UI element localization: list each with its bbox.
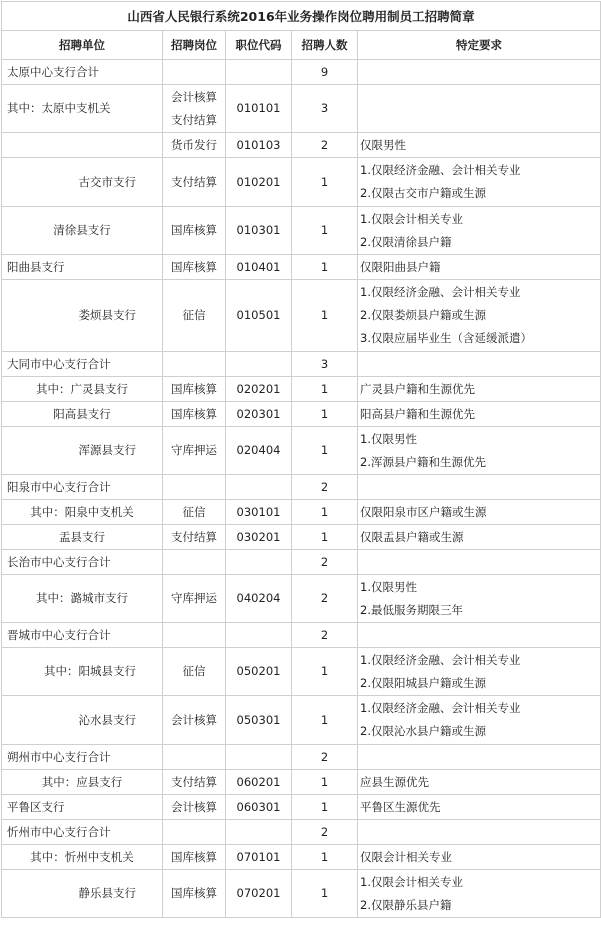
cell-unit: 娄烦县支行: [2, 280, 163, 352]
cell-unit: 阳曲县支行: [2, 255, 163, 280]
cell-code: 070201: [226, 870, 292, 918]
cell-count: 1: [292, 255, 358, 280]
requirement-line: 1.仅限经济金融、会计相关专业: [360, 163, 521, 177]
cell-count: 1: [292, 158, 358, 207]
post-line: 征信: [182, 664, 206, 678]
header-code: 职位代码: [226, 31, 292, 60]
cell-unit: 静乐县支行: [2, 870, 163, 918]
cell-count: 2: [292, 623, 358, 648]
cell-unit: 平鲁区支行: [2, 795, 163, 820]
cell-post: [163, 475, 226, 500]
cell-code: 010201: [226, 158, 292, 207]
cell-code: 030101: [226, 500, 292, 525]
requirement-line: 仅限盂县户籍或生源: [360, 529, 464, 544]
cell-count: 3: [292, 352, 358, 377]
cell-unit: 其中：太原中支机关: [2, 85, 163, 133]
table-row: [2, 207, 601, 255]
cell-post: [163, 845, 226, 870]
requirement-line: 2.最低服务期限三年: [360, 602, 463, 617]
cell-code: 030201: [226, 525, 292, 550]
table-row: [2, 352, 601, 377]
cell-requirements: [358, 207, 601, 255]
post-line: 守库押运: [171, 443, 217, 457]
table-row: [2, 820, 601, 845]
cell-unit: 古交市支行: [2, 158, 163, 207]
table-row: [2, 770, 601, 795]
cell-post: [163, 575, 226, 623]
cell-unit: 其中：阳泉中支机关: [2, 500, 163, 525]
cell-requirements: [358, 795, 601, 820]
cell-code: [226, 820, 292, 845]
table-row: [2, 280, 601, 352]
cell-post: [163, 85, 226, 133]
cell-requirements: [358, 427, 601, 475]
post-line: 国库核算: [171, 406, 217, 421]
requirement-line: 应县生源优先: [360, 774, 429, 789]
cell-unit: 其中：阳城县支行: [2, 648, 163, 696]
cell-post: [163, 280, 226, 352]
cell-post: [163, 550, 226, 575]
cell-code: 010401: [226, 255, 292, 280]
requirement-line: 2.仅限沁水县户籍或生源: [360, 724, 486, 738]
cell-requirements: [358, 870, 601, 918]
cell-code: 010103: [226, 133, 292, 158]
cell-requirements: [358, 820, 601, 845]
requirement-line: 1.仅限男性: [360, 431, 417, 446]
cell-code: [226, 745, 292, 770]
cell-requirements: [358, 745, 601, 770]
header-row: [2, 31, 601, 60]
requirement-line: 仅限阳泉市区户籍或生源: [360, 504, 487, 519]
cell-code: 020301: [226, 402, 292, 427]
cell-code: 040204: [226, 575, 292, 623]
cell-count: 1: [292, 845, 358, 870]
header-post: 招聘岗位: [163, 31, 226, 60]
cell-requirements: [358, 525, 601, 550]
cell-code: [226, 623, 292, 648]
recruitment-table-container: [1, 1, 600, 918]
requirement-line: 广灵县户籍和生源优先: [360, 381, 475, 396]
cell-post: [163, 745, 226, 770]
cell-requirements: [358, 550, 601, 575]
table-row: [2, 158, 601, 207]
cell-count: 2: [292, 820, 358, 845]
post-line: 会计核算: [171, 89, 217, 104]
cell-post: [163, 623, 226, 648]
requirement-line: 1.仅限会计相关专业: [360, 874, 463, 889]
cell-unit: 清徐县支行: [2, 207, 163, 255]
cell-count: 2: [292, 575, 358, 623]
cell-unit: 沁水县支行: [2, 696, 163, 745]
cell-post: [163, 525, 226, 550]
post-line: 支付结算: [171, 112, 217, 127]
cell-code: 050301: [226, 696, 292, 745]
cell-unit: 太原中心支行合计: [2, 60, 163, 85]
table-body: [2, 60, 601, 918]
cell-requirements: [358, 85, 601, 133]
table-row: [2, 402, 601, 427]
cell-code: 060201: [226, 770, 292, 795]
cell-code: 020201: [226, 377, 292, 402]
table-row: [2, 85, 601, 133]
cell-requirements: [358, 402, 601, 427]
post-line: 会计核算: [171, 712, 217, 727]
cell-count: 1: [292, 696, 358, 745]
cell-code: [226, 475, 292, 500]
post-line: 国库核算: [171, 886, 217, 900]
post-line: 支付结算: [171, 774, 217, 789]
cell-unit: 其中：忻州中支机关: [2, 845, 163, 870]
requirement-line: 1.仅限会计相关专业: [360, 211, 463, 226]
cell-code: 010101: [226, 85, 292, 133]
cell-unit: 晋城市中心支行合计: [2, 623, 163, 648]
requirement-line: 1.仅限经济金融、会计相关专业: [360, 285, 521, 299]
table-title: 山西省人民银行系统2016年业务操作岗位聘用制员工招聘简章: [2, 2, 601, 31]
cell-post: [163, 402, 226, 427]
cell-code: 020404: [226, 427, 292, 475]
cell-count: 3: [292, 85, 358, 133]
cell-unit: [2, 133, 163, 158]
cell-count: 2: [292, 133, 358, 158]
cell-requirements: [358, 158, 601, 207]
requirement-line: 平鲁区生源优先: [360, 799, 441, 814]
requirement-line: 2.仅限阳城县户籍或生源: [360, 675, 486, 690]
table-row: [2, 427, 601, 475]
cell-requirements: [358, 500, 601, 525]
cell-post: [163, 60, 226, 85]
requirement-line: 2.仅限静乐县户籍: [360, 897, 452, 912]
cell-requirements: [358, 255, 601, 280]
table-row: [2, 745, 601, 770]
cell-count: 2: [292, 550, 358, 575]
post-line: 支付结算: [171, 174, 217, 189]
post-line: 国库核算: [171, 381, 217, 396]
table-row: [2, 60, 601, 85]
cell-count: 1: [292, 207, 358, 255]
cell-post: [163, 696, 226, 745]
table-row: [2, 623, 601, 648]
post-line: 国库核算: [171, 849, 217, 864]
cell-post: [163, 820, 226, 845]
requirement-line: 1.仅限经济金融、会计相关专业: [360, 701, 521, 715]
cell-code: 010501: [226, 280, 292, 352]
cell-requirements: [358, 648, 601, 696]
recruitment-table: [1, 1, 601, 918]
table-row: [2, 550, 601, 575]
post-line: 支付结算: [171, 529, 217, 544]
cell-count: 1: [292, 427, 358, 475]
cell-post: [163, 870, 226, 918]
cell-unit: 朔州市中心支行合计: [2, 745, 163, 770]
cell-count: 1: [292, 870, 358, 918]
cell-requirements: [358, 475, 601, 500]
cell-count: 1: [292, 280, 358, 352]
cell-requirements: [358, 770, 601, 795]
cell-requirements: [358, 280, 601, 352]
table-row: [2, 795, 601, 820]
cell-requirements: [358, 696, 601, 745]
cell-post: [163, 795, 226, 820]
table-row: [2, 845, 601, 870]
cell-unit: 其中：应县支行: [2, 770, 163, 795]
requirement-line: 2.仅限娄烦县户籍或生源: [360, 308, 486, 322]
requirement-line: 3.仅限应届毕业生（含延缓派遣）: [360, 331, 532, 345]
cell-count: 1: [292, 648, 358, 696]
cell-post: [163, 133, 226, 158]
table-row: [2, 377, 601, 402]
cell-unit: 忻州市中心支行合计: [2, 820, 163, 845]
header-count: 招聘人数: [292, 31, 358, 60]
cell-unit: 阳高县支行: [2, 402, 163, 427]
cell-code: [226, 352, 292, 377]
cell-count: 1: [292, 377, 358, 402]
cell-requirements: [358, 623, 601, 648]
cell-count: 1: [292, 500, 358, 525]
post-line: 征信: [182, 504, 206, 519]
cell-unit: 大同市中心支行合计: [2, 352, 163, 377]
cell-count: 1: [292, 770, 358, 795]
table-row: [2, 575, 601, 623]
requirement-line: 仅限阳曲县户籍: [360, 259, 441, 274]
table-row: [2, 475, 601, 500]
cell-unit: 其中：广灵县支行: [2, 377, 163, 402]
cell-code: 070101: [226, 845, 292, 870]
cell-code: 050201: [226, 648, 292, 696]
requirement-line: 1.仅限经济金融、会计相关专业: [360, 652, 521, 667]
table-row: [2, 133, 601, 158]
table-row: [2, 500, 601, 525]
requirement-line: 阳高县户籍和生源优先: [360, 406, 475, 421]
cell-post: [163, 648, 226, 696]
table-row: [2, 525, 601, 550]
cell-requirements: [358, 377, 601, 402]
cell-unit: 盂县支行: [2, 525, 163, 550]
cell-code: [226, 60, 292, 85]
table-row: [2, 870, 601, 918]
cell-count: 2: [292, 745, 358, 770]
header-requirements: 特定要求: [358, 31, 601, 60]
cell-requirements: [358, 133, 601, 158]
cell-count: 1: [292, 795, 358, 820]
table-row: [2, 696, 601, 745]
post-line: 守库押运: [171, 591, 217, 605]
post-line: 国库核算: [171, 259, 217, 274]
cell-requirements: [358, 845, 601, 870]
cell-requirements: [358, 575, 601, 623]
requirement-line: 2.仅限清徐县户籍: [360, 234, 452, 249]
cell-requirements: [358, 60, 601, 85]
header-unit: 招聘单位: [2, 31, 163, 60]
cell-count: 2: [292, 475, 358, 500]
post-line: 货币发行: [171, 137, 217, 152]
cell-count: 9: [292, 60, 358, 85]
requirement-line: 仅限男性: [360, 137, 406, 152]
cell-post: [163, 770, 226, 795]
cell-post: [163, 377, 226, 402]
requirement-line: 仅限会计相关专业: [360, 849, 452, 864]
post-line: 会计核算: [171, 799, 217, 814]
requirement-line: 2.仅限古交市户籍或生源: [360, 186, 486, 200]
cell-unit: 阳泉市中心支行合计: [2, 475, 163, 500]
requirement-line: 1.仅限男性: [360, 579, 417, 594]
cell-code: 010301: [226, 207, 292, 255]
cell-unit: 其中：潞城市支行: [2, 575, 163, 623]
cell-code: 060301: [226, 795, 292, 820]
cell-post: [163, 255, 226, 280]
table-row: [2, 255, 601, 280]
cell-post: [163, 352, 226, 377]
cell-post: [163, 500, 226, 525]
cell-count: 1: [292, 402, 358, 427]
cell-post: [163, 158, 226, 207]
post-line: 征信: [182, 308, 206, 322]
cell-unit: 浑源县支行: [2, 427, 163, 475]
cell-code: [226, 550, 292, 575]
cell-post: [163, 427, 226, 475]
requirement-line: 2.浑源县户籍和生源优先: [360, 454, 486, 469]
cell-requirements: [358, 352, 601, 377]
table-row: [2, 648, 601, 696]
cell-post: [163, 207, 226, 255]
cell-count: 1: [292, 525, 358, 550]
cell-unit: 长治市中心支行合计: [2, 550, 163, 575]
post-line: 国库核算: [171, 223, 217, 237]
